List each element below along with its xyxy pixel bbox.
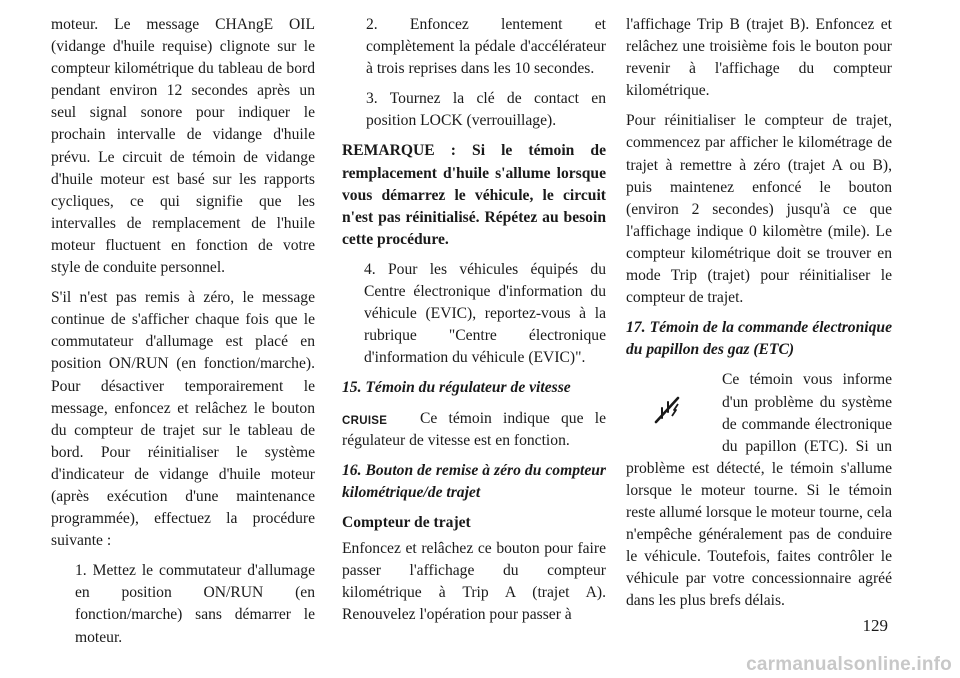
column-left (51, 14, 315, 657)
page-number: 129 (862, 616, 888, 635)
cruise-indicator-block (342, 408, 606, 452)
step-4: 4. Pour les véhicules équipés du Centre électronique d'information du véhicule (EVIC), reportez-vous à la rubrique "Centre électronique d'information du véhicule (EVIC)". (364, 260, 606, 367)
throttle-lightning-icon (626, 369, 710, 451)
subheading-trip-counter: Compteur de trajet (342, 513, 471, 531)
step-3: 3. Tournez la clé de contact en position LOCK (verrouillage). (366, 90, 606, 130)
heading-etc-indicator: 17. Témoin de la commande électronique du papillon des gaz (ETC) (626, 319, 892, 359)
paragraph-trip-counter: Enfoncez et relâchez ce bouton pour faire passer l'affichage du compteur kilométrique à Trip A (trajet A). Renouvelez l'opération pour passer à (342, 539, 606, 624)
column-right (626, 14, 892, 620)
paragraph-reset-instructions: S'il n'est pas remis à zéro, le message continue de s'afficher chaque fois que le commutateur d'allumage est placé en position ON/RUN (en fonction/marche). Pour désactiver temporairement le message, enfoncez et relâchez le bouton du compteur de trajet sur le tableau de bord. Pour réinitialiser le système d'indicateur de vidange d'huile moteur (après exécution d'une maintenance programmée), effectuez la procédure suivante : (51, 289, 315, 550)
paragraph-oil-message: moteur. Le message CHAngE OIL (vidange d'huile requise) clignote sur le compteur kilométrique du tableau de bord pendant environ 12 secondes après un seul signal sonore pour indiquer le prochain intervalle de vidange d'huile prévu. Le circuit de témoin de vidange d'huile moteur est basé sur les rapports cycliques, ce qui signifie que les intervalles de remplacement de l'huile moteur fluctuent en fonction de votre style de conduite personnel. (51, 16, 315, 277)
etc-description: Ce témoin vous informe d'un problème du système de commande électronique du papillon (ETC). Si un problème est détecté, le témoin s'allume lorsque le moteur tourne. Si le témoin reste allumé lorsque le moteur tourne, cela n'empêche généralement pas de conduire le véhicule. Toutefois, faites contrôler le véhicule par votre concessionnaire agréé dans les plus brefs délais. (626, 371, 892, 610)
note-remarque: REMARQUE : Si le témoin de remplacement d'huile s'allume lorsque vous démarrez le véhicule, le circuit n'est pas réinitialisé. Répétez au besoin cette procédure. (342, 142, 606, 248)
paragraph-trip-reset: Pour réinitialiser le compteur de trajet, commencez par afficher le kilométrage de trajet à remettre à zéro (trajet A ou B), puis maintenez enfoncé le bouton (environ 2 secondes) jusqu'à ce que l'affichage indique 0 kilomètre (mile). Le compteur kilométrique doit se trouver en mode Trip (trajet) pour réinitialiser le compteur de trajet. (626, 112, 892, 307)
step-2: 2. Enfoncez lentement et complètement la pédale d'accélérateur à trois reprises dans les 10 secondes. (366, 16, 606, 78)
step-1: 1. Mettez le commutateur d'allumage en position ON/RUN (en fonction/marche) sans démarrer le moteur. (75, 562, 315, 646)
watermark-link[interactable]: carmanualsonline.info (746, 654, 952, 675)
heading-trip-reset-button: 16. Bouton de remise à zéro du compteur kilométrique/de trajet (342, 461, 606, 501)
column-middle (342, 14, 606, 634)
cruise-icon: CRUISE (342, 414, 388, 427)
paragraph-trip-counter-continued: l'affichage Trip B (trajet B). Enfoncez et relâchez une troisième fois le bouton pour revenir à l'affichage du compteur kilométrique. (626, 16, 892, 100)
heading-cruise-indicator: 15. Témoin du régulateur de vitesse (342, 379, 571, 397)
cruise-description: Ce témoin indique que le régulateur de vitesse est en fonction. (342, 409, 606, 449)
etc-indicator-block (626, 369, 892, 612)
